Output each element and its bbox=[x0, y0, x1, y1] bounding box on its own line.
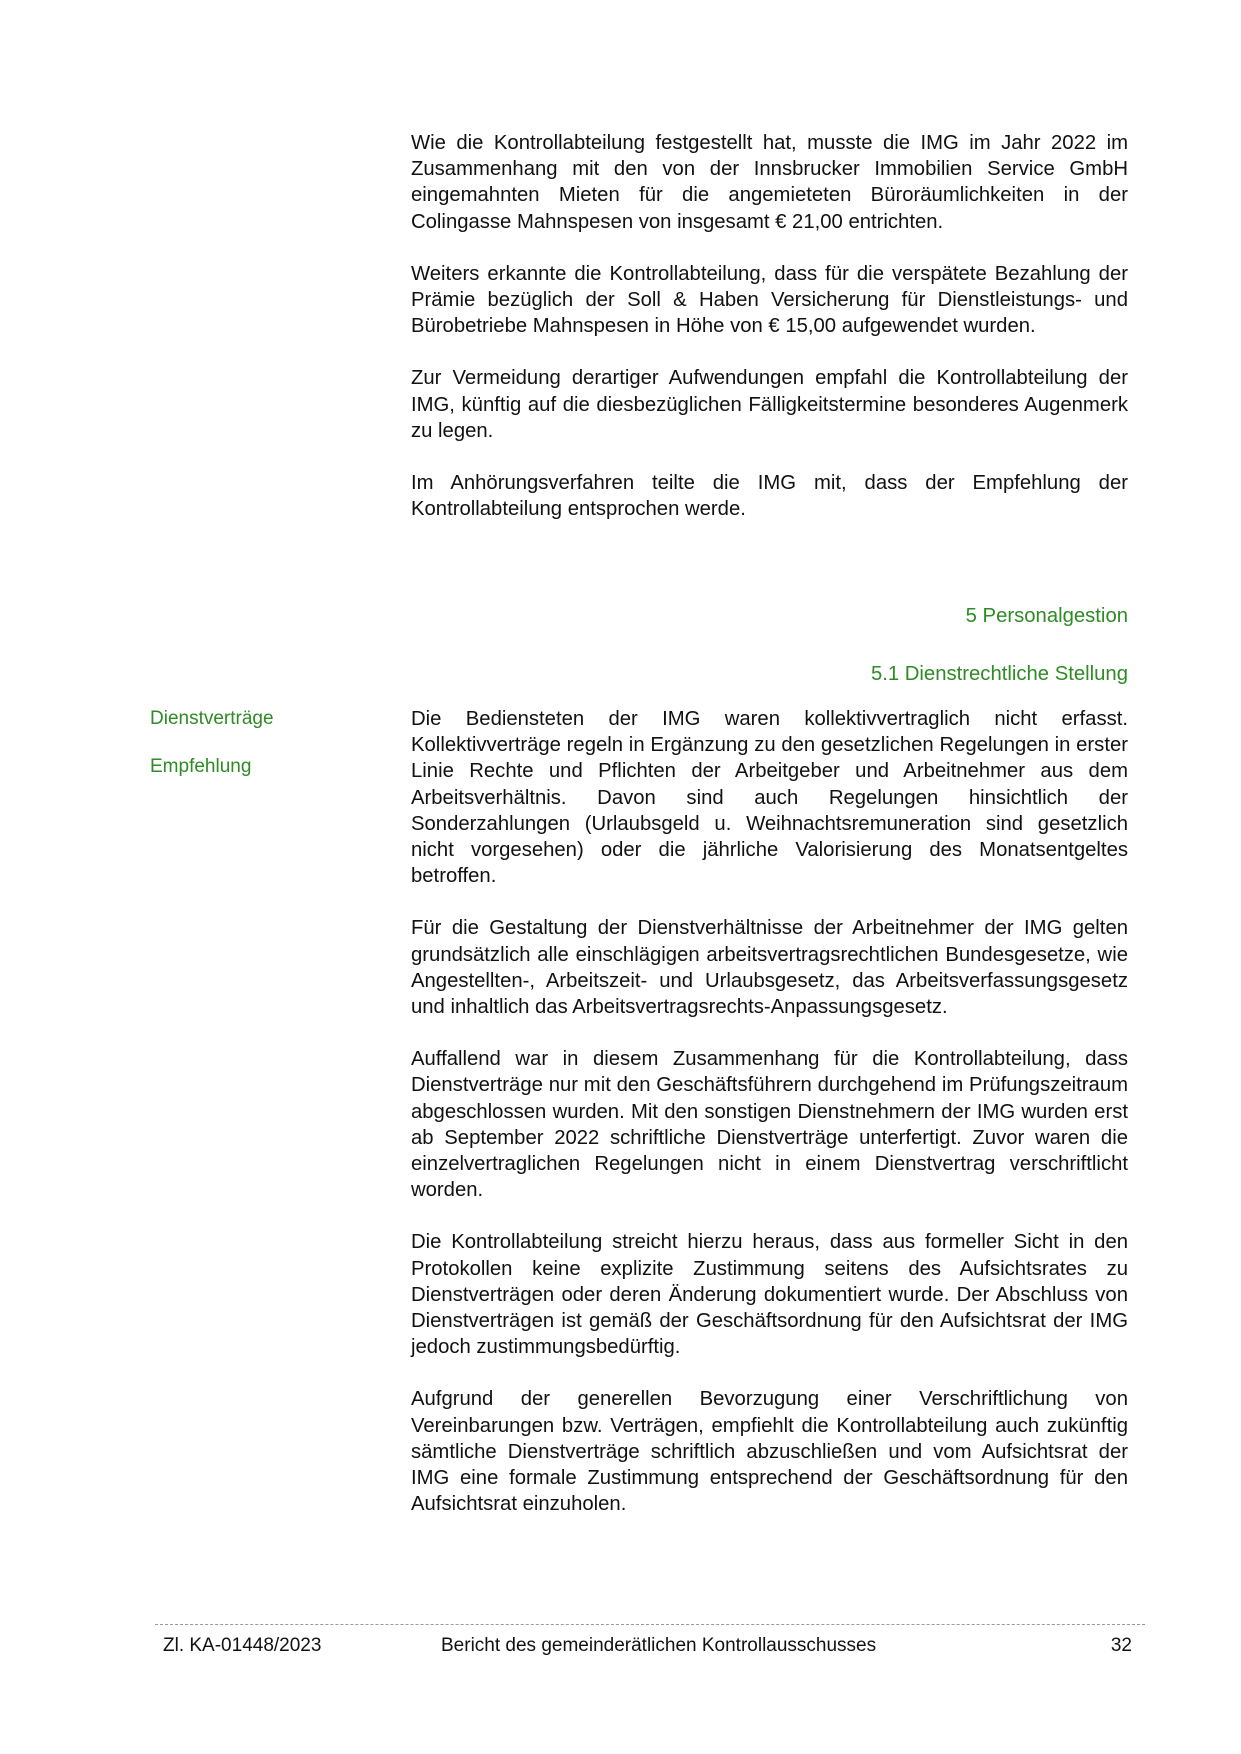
section-heading: 5 Personalgestion bbox=[965, 605, 1128, 627]
paragraph-bundesgesetze: Für die Gestaltung der Dienstverhältnisse der Arbeitnehmer der IMG gelten grundsätzlich alle einschlägigen arbeitsvertragsrechtlichen Bundesgesetze, wie Angestellten-, Arbeitszeit- und Urlaubsgesetz, das Arbeitsverfassungsgesetz und inhaltlich das Arbeitsvertragsrechts-Anpassungsgesetz. bbox=[411, 917, 1128, 1019]
margin-note-dienstvertraege: Dienstverträge bbox=[150, 708, 274, 729]
paragraph-aufsichtsrat: Die Kontrollabteilung streicht hierzu heraus, dass aus formeller Sicht in den Protokollen keine explizite Zustimmung seitens des Aufsichtsrates zu Dienstverträgen oder deren Änderung dokumentiert wurde. Der Abschluss von Dienstverträgen ist gemäß der Geschäftsordnung für den Aufsichtsrat der IMG jedoch zustimmungsbedürftig. bbox=[411, 1231, 1128, 1359]
paragraph-empfehlung-schriftlich: Aufgrund der generellen Bevorzugung einer Verschriftlichung von Vereinbarungen bzw. Verträgen, empfiehlt die Kontrollabteilung auch zukünftig sämtliche Dienstverträge schriftlich abzuschließen und vom Aufsichtsrat der IMG eine formale Zustimmung entsprechend der Geschäftsordnung für den Aufsichtsrat einzuholen. bbox=[411, 1388, 1128, 1516]
paragraph-kollektivvertrag: Die Bediensteten der IMG waren kollektivvertraglich nicht erfasst. Kollektivverträge regeln in Ergänzung zu den gesetzlichen Regelungen in erster Linie Rechte und Pflichten der Arbeitgeber und Arbeitnehmer aus dem Arbeitsverhältnis. Davon sind auch Regelungen hinsichtlich der Sonderzahlungen (Urlaubsgeld u. Weihnachtsremuneration sind gesetzlich nicht vorgesehen) oder die jährliche Valorisierung des Monatsentgeltes betroffen. bbox=[411, 708, 1128, 888]
footer-reference: Zl. KA-01448/2023 bbox=[163, 1635, 322, 1656]
footer-page-number: 32 bbox=[1110, 1635, 1132, 1656]
personal-paragraphs bbox=[411, 706, 1128, 1517]
paragraph-dienstvertraege: Auffallend war in diesem Zusammenhang für die Kontrollabteilung, dass Dienstverträge nur mit den Geschäftsführern durchgehend im Prüfungszeitraum abgeschlossen wurden. Mit den sonstigen Dienstnehmern der IMG wurden erst ab September 2022 schriftliche Dienstverträge unterfertigt. Zuvor waren die einzelvertraglichen Regelungen nicht in einem Dienstvertrag verschriftlicht worden. bbox=[411, 1048, 1128, 1202]
footer-divider bbox=[155, 1624, 1145, 1625]
paragraph-mahnspesen-miete: Wie die Kontrollabteilung festgestellt hat, musste die IMG im Jahr 2022 im Zusammenhang mit den von der Innsbrucker Immobilien Service GmbH eingemahnten Mieten für die angemieteten Büroräumlichkeiten in der Colingasse Mahnspesen von insgesamt € 21,00 entrichten. bbox=[411, 132, 1128, 233]
intro-paragraphs bbox=[411, 130, 1128, 522]
paragraph-mahnspesen-versicherung: Weiters erkannte die Kontrollabteilung, dass für die verspätete Bezahlung der Prämie bezüglich der Soll & Haben Versicherung für Dienstleistungs- und Bürobetriebe Mahnspesen in Höhe von € 15,00 aufgewendet wurden. bbox=[411, 262, 1128, 338]
footer-title: Bericht des gemeinderätlichen Kontrollausschusses bbox=[441, 1635, 877, 1656]
paragraph-empfehlung-faelligkeit: Zur Vermeidung derartiger Aufwendungen empfahl die Kontrollabteilung der IMG, künftig auf die diesbezüglichen Fälligkeitstermine besonderes Augenmerk zu legen. bbox=[411, 367, 1128, 442]
subsection-heading: 5.1 Dienstrechtliche Stellung bbox=[870, 663, 1128, 685]
margin-note-empfehlung: Empfehlung bbox=[150, 756, 252, 777]
paragraph-anhoerung: Im Anhörungsverfahren teilte die IMG mit, dass der Empfehlung der Kontrollabteilung entsprochen werde. bbox=[411, 472, 1128, 521]
